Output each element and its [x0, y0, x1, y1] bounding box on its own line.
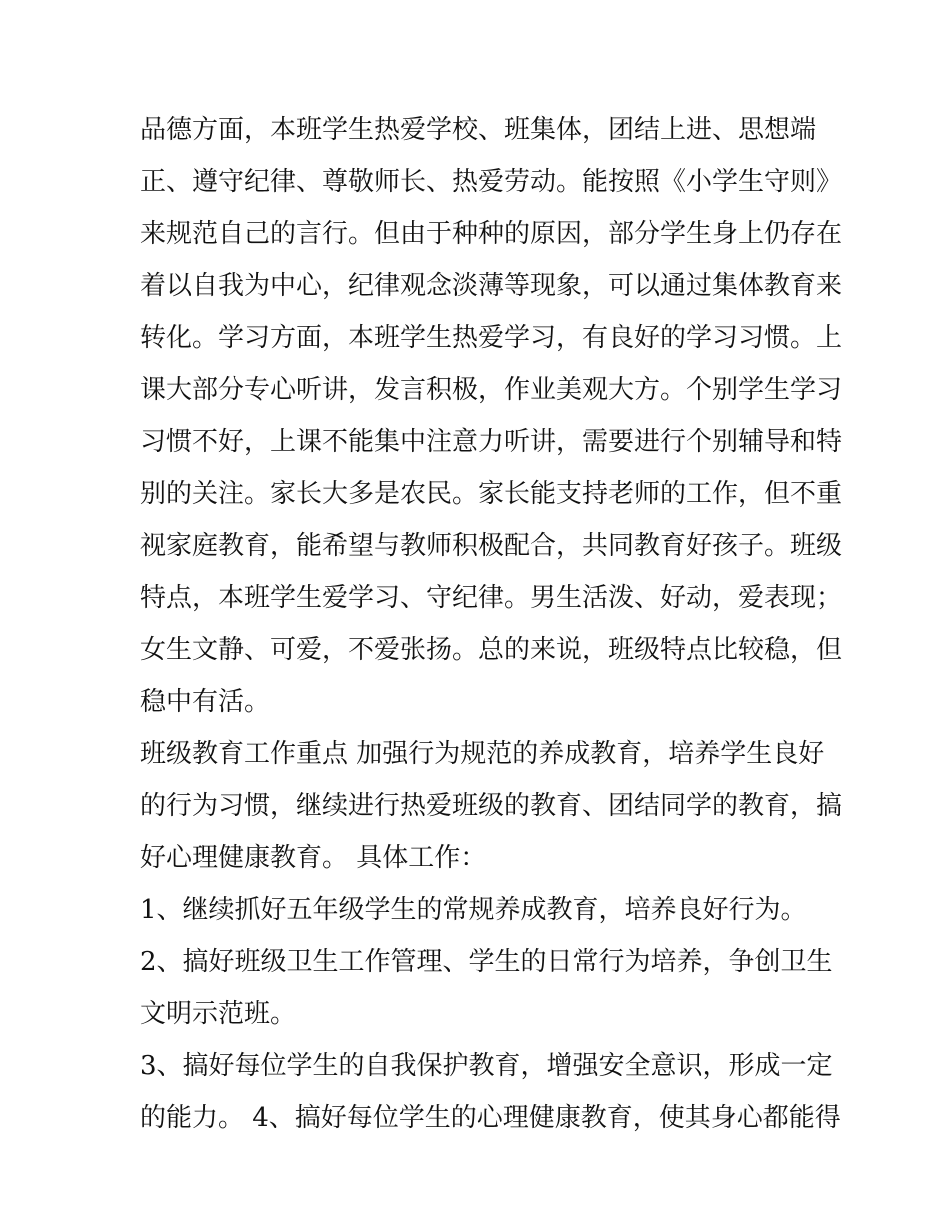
- paragraph-class-situation: [140, 104, 843, 728]
- list-item-3: [140, 1040, 841, 1144]
- text-line: 课大部分专心听讲，发言积极，作业美观大方。个别学生学习: [140, 375, 843, 405]
- text-line: 稳中有活。: [140, 687, 271, 717]
- text-line: 班级教育工作重点 加强行为规范的养成教育，培养学生良好: [140, 739, 825, 769]
- list-item-1: [140, 884, 820, 936]
- text-line: 来规范自己的言行。但由于种种的原因，部分学生身上仍存在: [140, 219, 843, 249]
- text-line: 的行为习惯，继续进行热爱班级的教育、团结同学的教育，搞: [140, 791, 843, 821]
- text-line: 视家庭教育，能希望与教师积极配合，共同教育好孩子。班级: [140, 531, 843, 561]
- document-page: [140, 104, 843, 1144]
- text-line: 1、继续抓好五年级学生的常规养成教育，培养良好行为。: [140, 895, 807, 925]
- text-line: 习惯不好，上课不能集中注意力听讲，需要进行个别辅导和特: [140, 427, 843, 457]
- text-line: 文明示范班。: [140, 999, 297, 1029]
- text-line: 别的关注。家长大多是农民。家长能支持老师的工作，但不重: [140, 479, 843, 509]
- text-line: 女生文静、可爱，不爱张扬。总的来说，班级特点比较稳，但: [140, 635, 843, 665]
- text-line: 品德方面，本班学生热爱学校、班集体，团结上进、思想端: [140, 115, 817, 145]
- text-line: 3、搞好每位学生的自我保护教育，增强安全意识，形成一定: [140, 1051, 833, 1081]
- text-line: 转化。学习方面，本班学生热爱学习，有良好的学习习惯。上: [140, 323, 843, 353]
- list-item-2: [140, 936, 833, 1040]
- text-line: 特点，本班学生爱学习、守纪律。男生活泼、好动，爱表现；: [140, 583, 843, 613]
- text-line: 着以自我为中心，纪律观念淡薄等现象，可以通过集体教育来: [140, 271, 843, 301]
- text-line: 2、搞好班级卫生工作管理、学生的日常行为培养，争创卫生: [140, 947, 833, 977]
- text-line: 正、遵守纪律、尊敬师长、热爱劳动。能按照《小学生守则》: [140, 167, 843, 197]
- paragraph-work-focus: [140, 728, 843, 884]
- text-line: 好心理健康教育。 具体工作：: [140, 843, 487, 873]
- text-line: 的能力。 4、搞好每位学生的心理健康教育，使其身心都能得: [140, 1103, 841, 1133]
